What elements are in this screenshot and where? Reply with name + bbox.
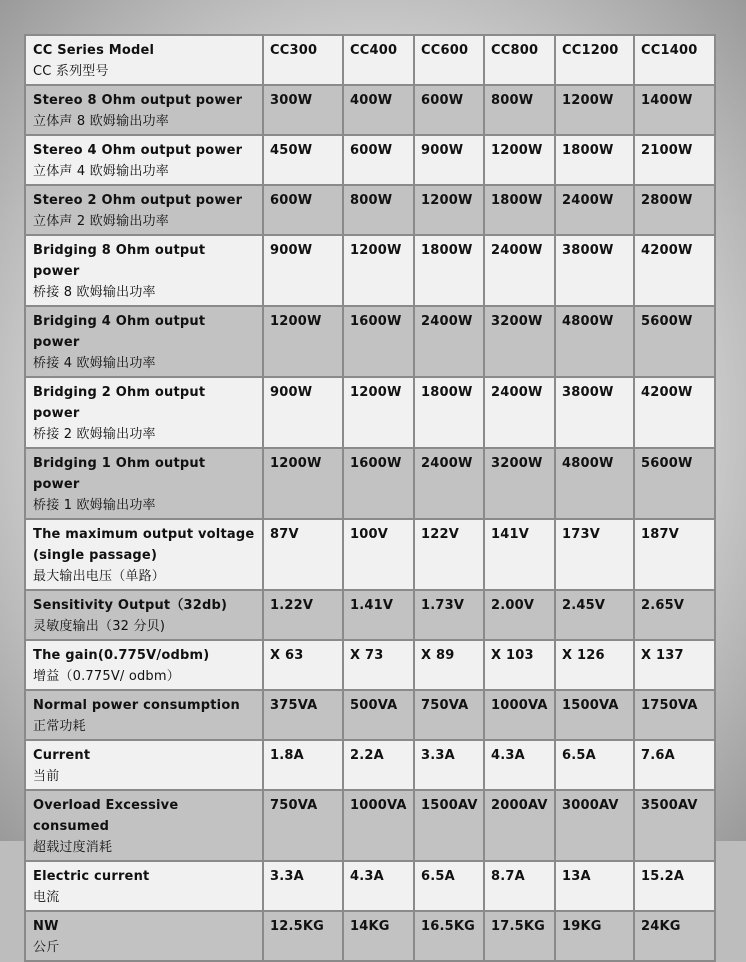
spec-label-cn: 立体声 8 欧姆输出功率: [33, 114, 169, 129]
spec-value-cell: 4800W: [555, 306, 634, 377]
spec-value-cell: 1500VA: [555, 690, 634, 740]
spec-label-cell: [25, 861, 263, 911]
table-row: [25, 861, 715, 911]
spec-label-cn: 灵敏度输出（32 分贝): [33, 619, 166, 634]
model-header: CC300: [263, 35, 343, 85]
spec-value-cell: 1.41V: [343, 590, 414, 640]
spec-value-cell: 1800W: [414, 377, 484, 448]
spec-value-cell: 5600W: [634, 306, 715, 377]
spec-value-cell: 2400W: [484, 235, 555, 306]
spec-value-cell: 14KG: [343, 911, 414, 961]
spec-value-cell: 24KG: [634, 911, 715, 961]
model-header: CC1400: [634, 35, 715, 85]
spec-value-cell: 2800W: [634, 185, 715, 235]
spec-value-cell: 1.8A: [263, 740, 343, 790]
model-header: CC600: [414, 35, 484, 85]
spec-value-cell: 750VA: [263, 790, 343, 861]
spec-value-cell: 1200W: [484, 135, 555, 185]
table-row: [25, 306, 715, 377]
spec-value-cell: 13A: [555, 861, 634, 911]
spec-value-cell: 2400W: [414, 448, 484, 519]
spec-value-cell: 300W: [263, 85, 343, 135]
spec-value-cell: 4200W: [634, 235, 715, 306]
spec-value-cell: X 89: [414, 640, 484, 690]
spec-label-cell: [25, 911, 263, 961]
spec-value-cell: 4800W: [555, 448, 634, 519]
spec-value-cell: 2.2A: [343, 740, 414, 790]
spec-value-cell: 2400W: [484, 377, 555, 448]
spec-value-cell: 4.3A: [343, 861, 414, 911]
spec-value-cell: 375VA: [263, 690, 343, 740]
spec-value-cell: 900W: [263, 235, 343, 306]
spec-label-cell: [25, 790, 263, 861]
spec-value-cell: 6.5A: [555, 740, 634, 790]
table-row: [25, 790, 715, 861]
spec-value-cell: 3.3A: [263, 861, 343, 911]
table-row: [25, 235, 715, 306]
spec-label-cell: [25, 590, 263, 640]
spec-value-cell: 1.73V: [414, 590, 484, 640]
spec-value-cell: X 103: [484, 640, 555, 690]
table-row: [25, 519, 715, 590]
spec-value-cell: 122V: [414, 519, 484, 590]
spec-value-cell: 1200W: [343, 377, 414, 448]
spec-value-cell: X 137: [634, 640, 715, 690]
spec-value-cell: 1.22V: [263, 590, 343, 640]
spec-value-cell: 1800W: [414, 235, 484, 306]
spec-value-cell: 4200W: [634, 377, 715, 448]
spec-label-cn: 桥接 8 欧姆输出功率: [33, 285, 156, 300]
spec-label-en-line2: (single passage): [33, 548, 158, 563]
spec-value-cell: 187V: [634, 519, 715, 590]
spec-value-cell: 2000AV: [484, 790, 555, 861]
spec-label-cn: 桥接 2 欧姆输出功率: [33, 427, 156, 442]
spec-value-cell: 3200W: [484, 448, 555, 519]
spec-label-cn: 正常功耗: [33, 719, 86, 734]
spec-value-cell: 2.00V: [484, 590, 555, 640]
spec-label-cell: [25, 740, 263, 790]
spec-value-cell: 3.3A: [414, 740, 484, 790]
spec-value-cell: 17.5KG: [484, 911, 555, 961]
spec-value-cell: 6.5A: [414, 861, 484, 911]
spec-value-cell: 900W: [263, 377, 343, 448]
spec-label-en: Stereo 8 Ohm output power: [33, 93, 243, 108]
spec-value-cell: 3200W: [484, 306, 555, 377]
spec-label-cn: 桥接 1 欧姆输出功率: [33, 498, 156, 513]
spec-label-en: Bridging 1 Ohm output power: [33, 456, 206, 492]
spec-value-cell: 600W: [414, 85, 484, 135]
spec-label-cell: [25, 448, 263, 519]
spec-label-cell: [25, 690, 263, 740]
spec-label-en: Sensitivity Output（32db): [33, 598, 228, 613]
spec-value-cell: 2400W: [414, 306, 484, 377]
spec-label-cn: 立体声 2 欧姆输出功率: [33, 214, 169, 229]
spec-value-cell: 1600W: [343, 306, 414, 377]
table-row: [25, 911, 715, 961]
spec-label-en: The gain(0.775V/odbm): [33, 648, 210, 663]
header-label-en: CC Series Model: [33, 43, 155, 58]
spec-label-cell: [25, 640, 263, 690]
spec-value-cell: 4.3A: [484, 740, 555, 790]
spec-label-en: Electric current: [33, 869, 150, 884]
spec-value-cell: 1800W: [555, 135, 634, 185]
spec-value-cell: 5600W: [634, 448, 715, 519]
spec-label-en: Overload Excessive consumed: [33, 798, 179, 834]
spec-label-en: Bridging 4 Ohm output power: [33, 314, 206, 350]
spec-table: [24, 34, 716, 962]
spec-label-cell: [25, 306, 263, 377]
spec-value-cell: 87V: [263, 519, 343, 590]
spec-label-en: NW: [33, 919, 59, 934]
spec-value-cell: 1200W: [263, 448, 343, 519]
spec-value-cell: 3500AV: [634, 790, 715, 861]
spec-value-cell: 1200W: [555, 85, 634, 135]
table-row: [25, 740, 715, 790]
spec-value-cell: 2400W: [555, 185, 634, 235]
spec-label-en: Bridging 8 Ohm output power: [33, 243, 206, 279]
table-row: [25, 690, 715, 740]
spec-value-cell: 500VA: [343, 690, 414, 740]
table-row: [25, 590, 715, 640]
spec-label-cell: [25, 235, 263, 306]
header-label-cell: [25, 35, 263, 85]
spec-value-cell: 400W: [343, 85, 414, 135]
spec-value-cell: 12.5KG: [263, 911, 343, 961]
model-header: CC800: [484, 35, 555, 85]
spec-value-cell: 15.2A: [634, 861, 715, 911]
spec-value-cell: 141V: [484, 519, 555, 590]
table-header-row: [25, 35, 715, 85]
model-header: CC400: [343, 35, 414, 85]
spec-value-cell: 600W: [343, 135, 414, 185]
spec-label-cell: [25, 519, 263, 590]
spec-label-cn: 增益（0.775V/ odbm）: [33, 669, 180, 684]
spec-value-cell: 800W: [484, 85, 555, 135]
spec-label-en: The maximum output voltage: [33, 527, 255, 542]
spec-label-cell: [25, 85, 263, 135]
spec-label-cell: [25, 135, 263, 185]
spec-label-en: Bridging 2 Ohm output power: [33, 385, 206, 421]
spec-label-en: Stereo 4 Ohm output power: [33, 143, 243, 158]
spec-value-cell: 1200W: [263, 306, 343, 377]
spec-label-cn: 桥接 4 欧姆输出功率: [33, 356, 156, 371]
spec-label-en: Stereo 2 Ohm output power: [33, 193, 243, 208]
table-row: [25, 640, 715, 690]
spec-value-cell: X 63: [263, 640, 343, 690]
spec-value-cell: 2.45V: [555, 590, 634, 640]
table-row: [25, 185, 715, 235]
spec-value-cell: 173V: [555, 519, 634, 590]
spec-value-cell: 8.7A: [484, 861, 555, 911]
spec-value-cell: 1200W: [414, 185, 484, 235]
header-label-cn: CC 系列型号: [33, 64, 109, 79]
spec-label-cell: [25, 185, 263, 235]
spec-value-cell: 7.6A: [634, 740, 715, 790]
spec-value-cell: 19KG: [555, 911, 634, 961]
spec-table-body: [25, 35, 715, 961]
spec-label-cn: 电流: [33, 890, 60, 905]
spec-value-cell: 1200W: [343, 235, 414, 306]
spec-value-cell: 3000AV: [555, 790, 634, 861]
spec-value-cell: 2100W: [634, 135, 715, 185]
spec-value-cell: 1600W: [343, 448, 414, 519]
table-row: [25, 448, 715, 519]
spec-value-cell: 1000VA: [484, 690, 555, 740]
spec-label-cn: 超载过度消耗: [33, 840, 113, 855]
model-header: CC1200: [555, 35, 634, 85]
table-row: [25, 85, 715, 135]
spec-label-cell: [25, 377, 263, 448]
spec-value-cell: 900W: [414, 135, 484, 185]
spec-label-cn: 最大输出电压（单路）: [33, 569, 166, 584]
spec-value-cell: 750VA: [414, 690, 484, 740]
spec-value-cell: 1800W: [484, 185, 555, 235]
spec-value-cell: 2.65V: [634, 590, 715, 640]
spec-label-cn: 当前: [33, 769, 60, 784]
spec-value-cell: 3800W: [555, 377, 634, 448]
spec-label-cn: 公斤: [33, 940, 60, 955]
spec-value-cell: 1500AV: [414, 790, 484, 861]
spec-value-cell: 800W: [343, 185, 414, 235]
spec-label-en: Current: [33, 748, 91, 763]
table-row: [25, 377, 715, 448]
spec-label-cn: 立体声 4 欧姆输出功率: [33, 164, 169, 179]
spec-value-cell: 450W: [263, 135, 343, 185]
spec-value-cell: X 73: [343, 640, 414, 690]
spec-value-cell: 100V: [343, 519, 414, 590]
spec-value-cell: 600W: [263, 185, 343, 235]
spec-value-cell: 16.5KG: [414, 911, 484, 961]
spec-value-cell: 1750VA: [634, 690, 715, 740]
spec-value-cell: 3800W: [555, 235, 634, 306]
spec-label-en: Normal power consumption: [33, 698, 240, 713]
spec-value-cell: 1000VA: [343, 790, 414, 861]
spec-value-cell: X 126: [555, 640, 634, 690]
spec-value-cell: 1400W: [634, 85, 715, 135]
table-row: [25, 135, 715, 185]
